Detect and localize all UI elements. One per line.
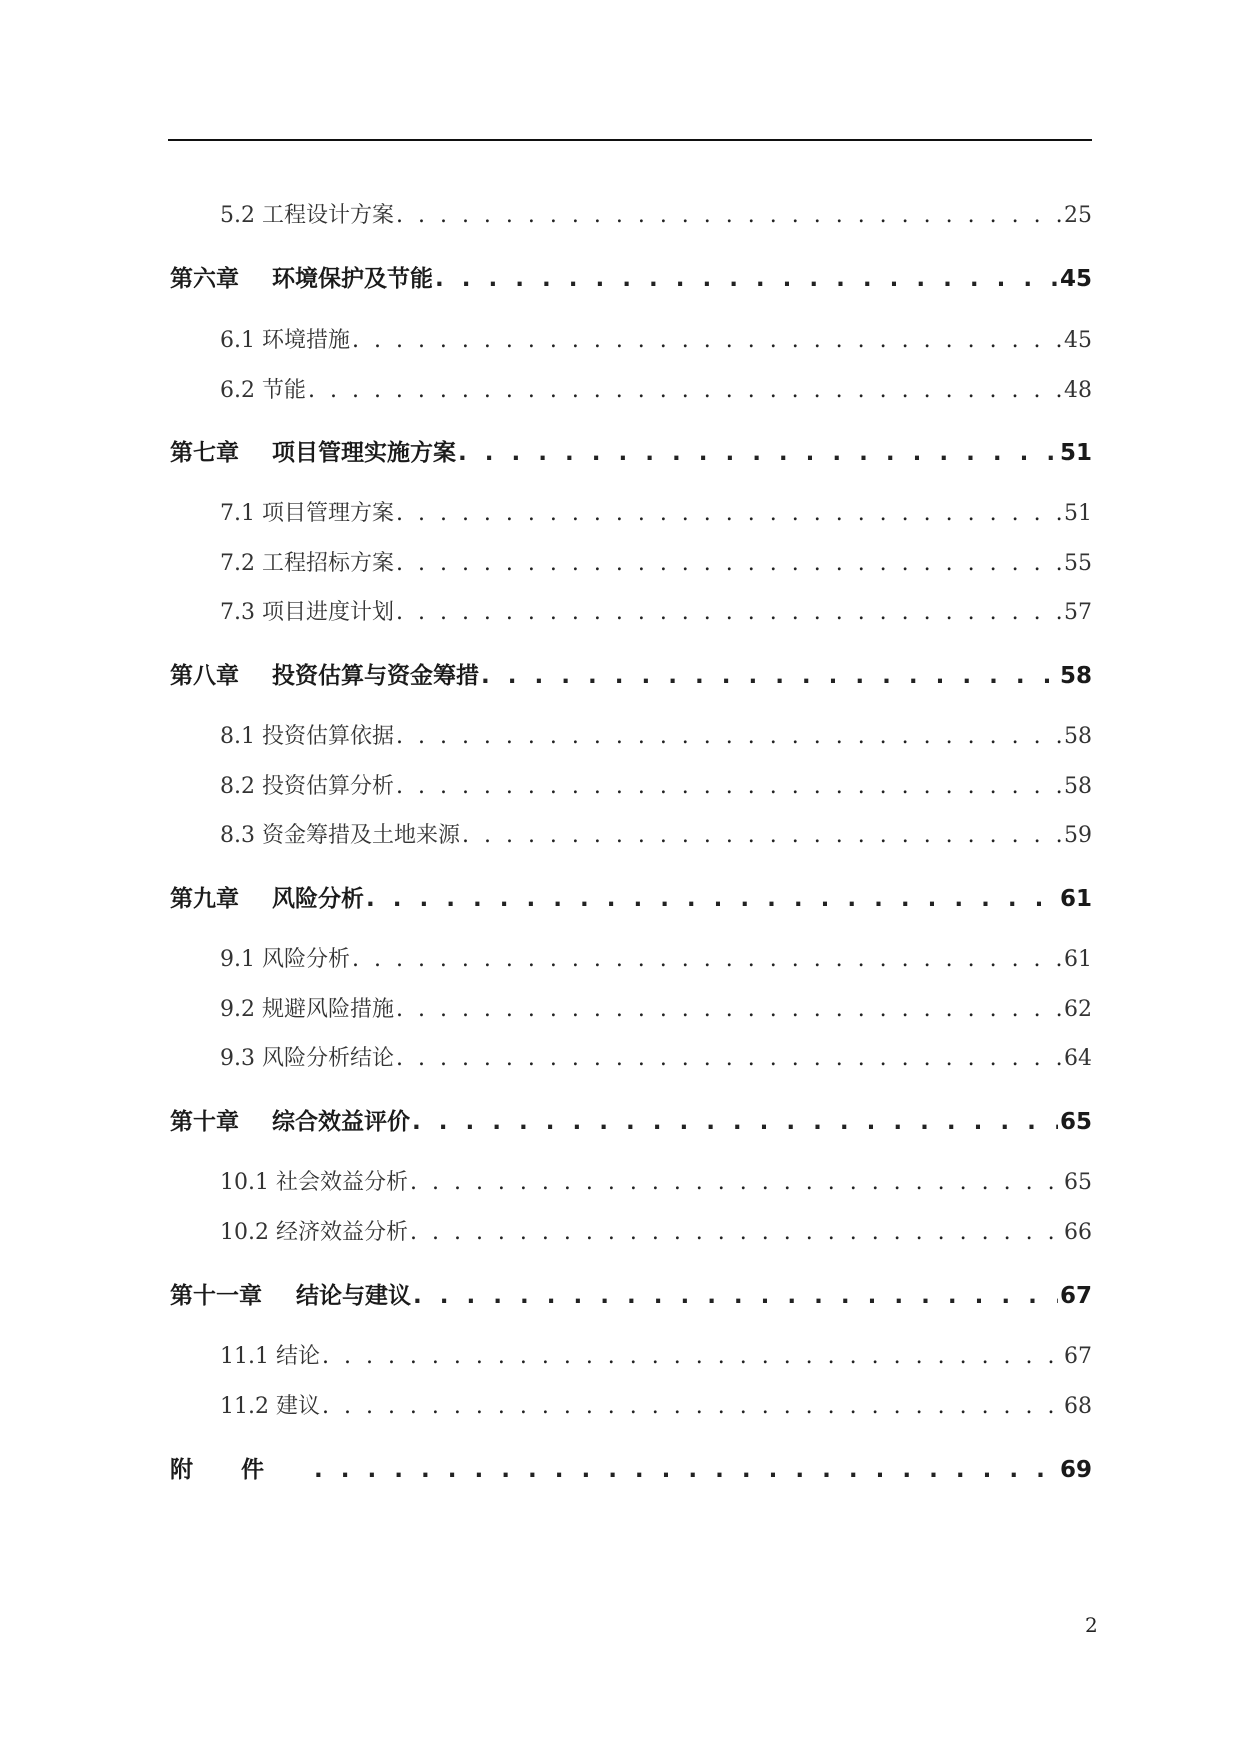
toc-leader-dots bbox=[396, 600, 1062, 625]
toc-entry-label: 10.2 经济效益分析 bbox=[220, 1220, 408, 1245]
toc-leader-dots bbox=[410, 1220, 1062, 1245]
toc-chapter-title: 项目管理实施方案 bbox=[272, 440, 456, 466]
toc-chapter-title: 风险分析 bbox=[272, 886, 364, 912]
toc-chapter-number: 第十一章 bbox=[170, 1283, 262, 1309]
toc-chapter-6[interactable] bbox=[170, 260, 1092, 293]
toc-entry-page: 68 bbox=[1064, 1394, 1092, 1419]
toc-entry-8-1[interactable] bbox=[220, 719, 1092, 750]
toc-entry-label: 11.1 结论 bbox=[220, 1344, 320, 1369]
toc-entry-page: 65 bbox=[1059, 1109, 1092, 1135]
toc-entry-page: 64 bbox=[1064, 1046, 1092, 1071]
toc-entry-page: 58 bbox=[1064, 724, 1092, 749]
toc-entry-8-2[interactable] bbox=[220, 769, 1092, 800]
toc-chapter-title: 投资估算与资金筹措 bbox=[272, 663, 479, 689]
toc-entry-label: 11.2 建议 bbox=[220, 1394, 320, 1419]
toc-entry-6-2[interactable] bbox=[220, 373, 1092, 404]
toc-entry-label: 7.1 项目管理方案 bbox=[220, 501, 394, 526]
toc-entry-page: 66 bbox=[1064, 1220, 1092, 1245]
toc-chapter-8[interactable] bbox=[170, 657, 1092, 690]
toc-chapter-7[interactable] bbox=[170, 434, 1092, 467]
toc-leader-dots bbox=[412, 1109, 1058, 1135]
toc-appendix-label: 附件 bbox=[170, 1457, 312, 1483]
toc-leader-dots bbox=[396, 551, 1062, 576]
toc-entry-label: 9.3 风险分析结论 bbox=[220, 1046, 394, 1071]
toc-chapter-number: 第八章 bbox=[170, 663, 239, 689]
toc-entry-page: 67 bbox=[1064, 1344, 1092, 1369]
toc-entry-label: 6.2 节能 bbox=[220, 378, 306, 403]
toc-entry-page: 51 bbox=[1059, 440, 1092, 466]
toc-entry-label: 9.1 风险分析 bbox=[220, 947, 350, 972]
toc-entry-label: 5.2 工程设计方案 bbox=[220, 203, 394, 228]
toc-entry-page: 25 bbox=[1064, 203, 1092, 228]
toc-chapter-label bbox=[170, 1103, 410, 1136]
toc-entry-label: 10.1 社会效益分析 bbox=[220, 1170, 408, 1195]
toc-entry-label: 7.3 项目进度计划 bbox=[220, 600, 394, 625]
toc-chapter-number: 第六章 bbox=[170, 266, 239, 292]
toc-chapter-number: 第七章 bbox=[170, 440, 239, 466]
toc-leader-dots bbox=[352, 947, 1062, 972]
toc-entry-7-3[interactable] bbox=[220, 595, 1092, 626]
toc-entry-label: 9.2 规避风险措施 bbox=[220, 997, 394, 1022]
toc-chapter-label bbox=[170, 260, 433, 293]
toc-chapter-title: 环境保护及节能 bbox=[272, 266, 433, 292]
toc-leader-dots bbox=[413, 1283, 1058, 1309]
toc-entry-page: 57 bbox=[1064, 600, 1092, 625]
toc-entry-page: 61 bbox=[1059, 886, 1092, 912]
toc-entry-7-1[interactable] bbox=[220, 496, 1092, 527]
toc-chapter-label bbox=[170, 657, 479, 690]
toc-leader-dots bbox=[396, 203, 1062, 228]
toc-entry-9-1[interactable] bbox=[220, 942, 1092, 973]
toc-entry-7-2[interactable] bbox=[220, 546, 1092, 577]
toc-entry-9-2[interactable] bbox=[220, 992, 1092, 1023]
toc-entry-11-2[interactable] bbox=[220, 1389, 1092, 1420]
toc-leader-dots bbox=[352, 328, 1062, 353]
toc-entry-label: 7.2 工程招标方案 bbox=[220, 551, 394, 576]
toc-entry-10-1[interactable] bbox=[220, 1165, 1092, 1196]
toc-chapter-10[interactable] bbox=[170, 1103, 1092, 1136]
toc-entry-page: 55 bbox=[1064, 551, 1092, 576]
toc-appendix[interactable] bbox=[170, 1451, 1092, 1484]
toc-entry-5-2[interactable] bbox=[220, 198, 1092, 229]
toc-chapter-label bbox=[170, 1277, 411, 1310]
toc-entry-page: 58 bbox=[1059, 663, 1092, 689]
toc-leader-dots bbox=[396, 774, 1062, 799]
toc-entry-page: 62 bbox=[1064, 997, 1092, 1022]
toc-leader-dots bbox=[396, 501, 1062, 526]
toc-leader-dots bbox=[314, 1457, 1058, 1483]
toc-entry-10-2[interactable] bbox=[220, 1215, 1092, 1246]
toc-leader-dots bbox=[396, 724, 1062, 749]
toc-entry-page: 45 bbox=[1059, 266, 1092, 292]
toc-leader-dots bbox=[308, 378, 1062, 403]
toc-leader-dots bbox=[396, 1046, 1062, 1071]
toc-entry-page: 45 bbox=[1064, 328, 1092, 353]
toc-chapter-number: 第九章 bbox=[170, 886, 239, 912]
toc-leader-dots bbox=[366, 886, 1058, 912]
toc-entry-page: 69 bbox=[1059, 1457, 1092, 1483]
toc-entry-page: 48 bbox=[1064, 378, 1092, 403]
toc-entry-page: 67 bbox=[1059, 1283, 1092, 1309]
toc-leader-dots bbox=[322, 1344, 1062, 1369]
toc-entry-page: 58 bbox=[1064, 774, 1092, 799]
toc-entry-label: 8.1 投资估算依据 bbox=[220, 724, 394, 749]
toc-entry-label: 8.2 投资估算分析 bbox=[220, 774, 394, 799]
toc-entry-page: 61 bbox=[1064, 947, 1092, 972]
toc-chapter-title: 综合效益评价 bbox=[272, 1109, 410, 1135]
toc-entry-page: 65 bbox=[1064, 1170, 1092, 1195]
toc-entry-page: 51 bbox=[1064, 501, 1092, 526]
toc-entry-11-1[interactable] bbox=[220, 1339, 1092, 1370]
toc-leader-dots bbox=[458, 440, 1058, 466]
toc-leader-dots bbox=[435, 266, 1058, 292]
toc-leader-dots bbox=[322, 1394, 1062, 1419]
toc-chapter-11[interactable] bbox=[170, 1277, 1092, 1310]
toc-chapter-label bbox=[170, 880, 364, 913]
toc-chapter-number: 第十章 bbox=[170, 1109, 239, 1135]
toc-chapter-9[interactable] bbox=[170, 880, 1092, 913]
toc-chapter-title: 结论与建议 bbox=[296, 1283, 411, 1309]
toc-leader-dots bbox=[410, 1170, 1062, 1195]
toc-entry-label: 8.3 资金筹措及土地来源 bbox=[220, 823, 460, 848]
toc-entry-label: 6.1 环境措施 bbox=[220, 328, 350, 353]
toc-entry-page: 59 bbox=[1064, 823, 1092, 848]
toc-entry-8-3[interactable] bbox=[220, 818, 1092, 849]
toc-leader-dots bbox=[462, 823, 1062, 848]
toc-entry-6-1[interactable] bbox=[220, 323, 1092, 354]
toc-leader-dots bbox=[481, 663, 1058, 689]
toc-entry-9-3[interactable] bbox=[220, 1041, 1092, 1072]
page-number: 2 bbox=[1085, 1613, 1098, 1637]
toc-chapter-label bbox=[170, 434, 456, 467]
toc-leader-dots bbox=[396, 997, 1062, 1022]
